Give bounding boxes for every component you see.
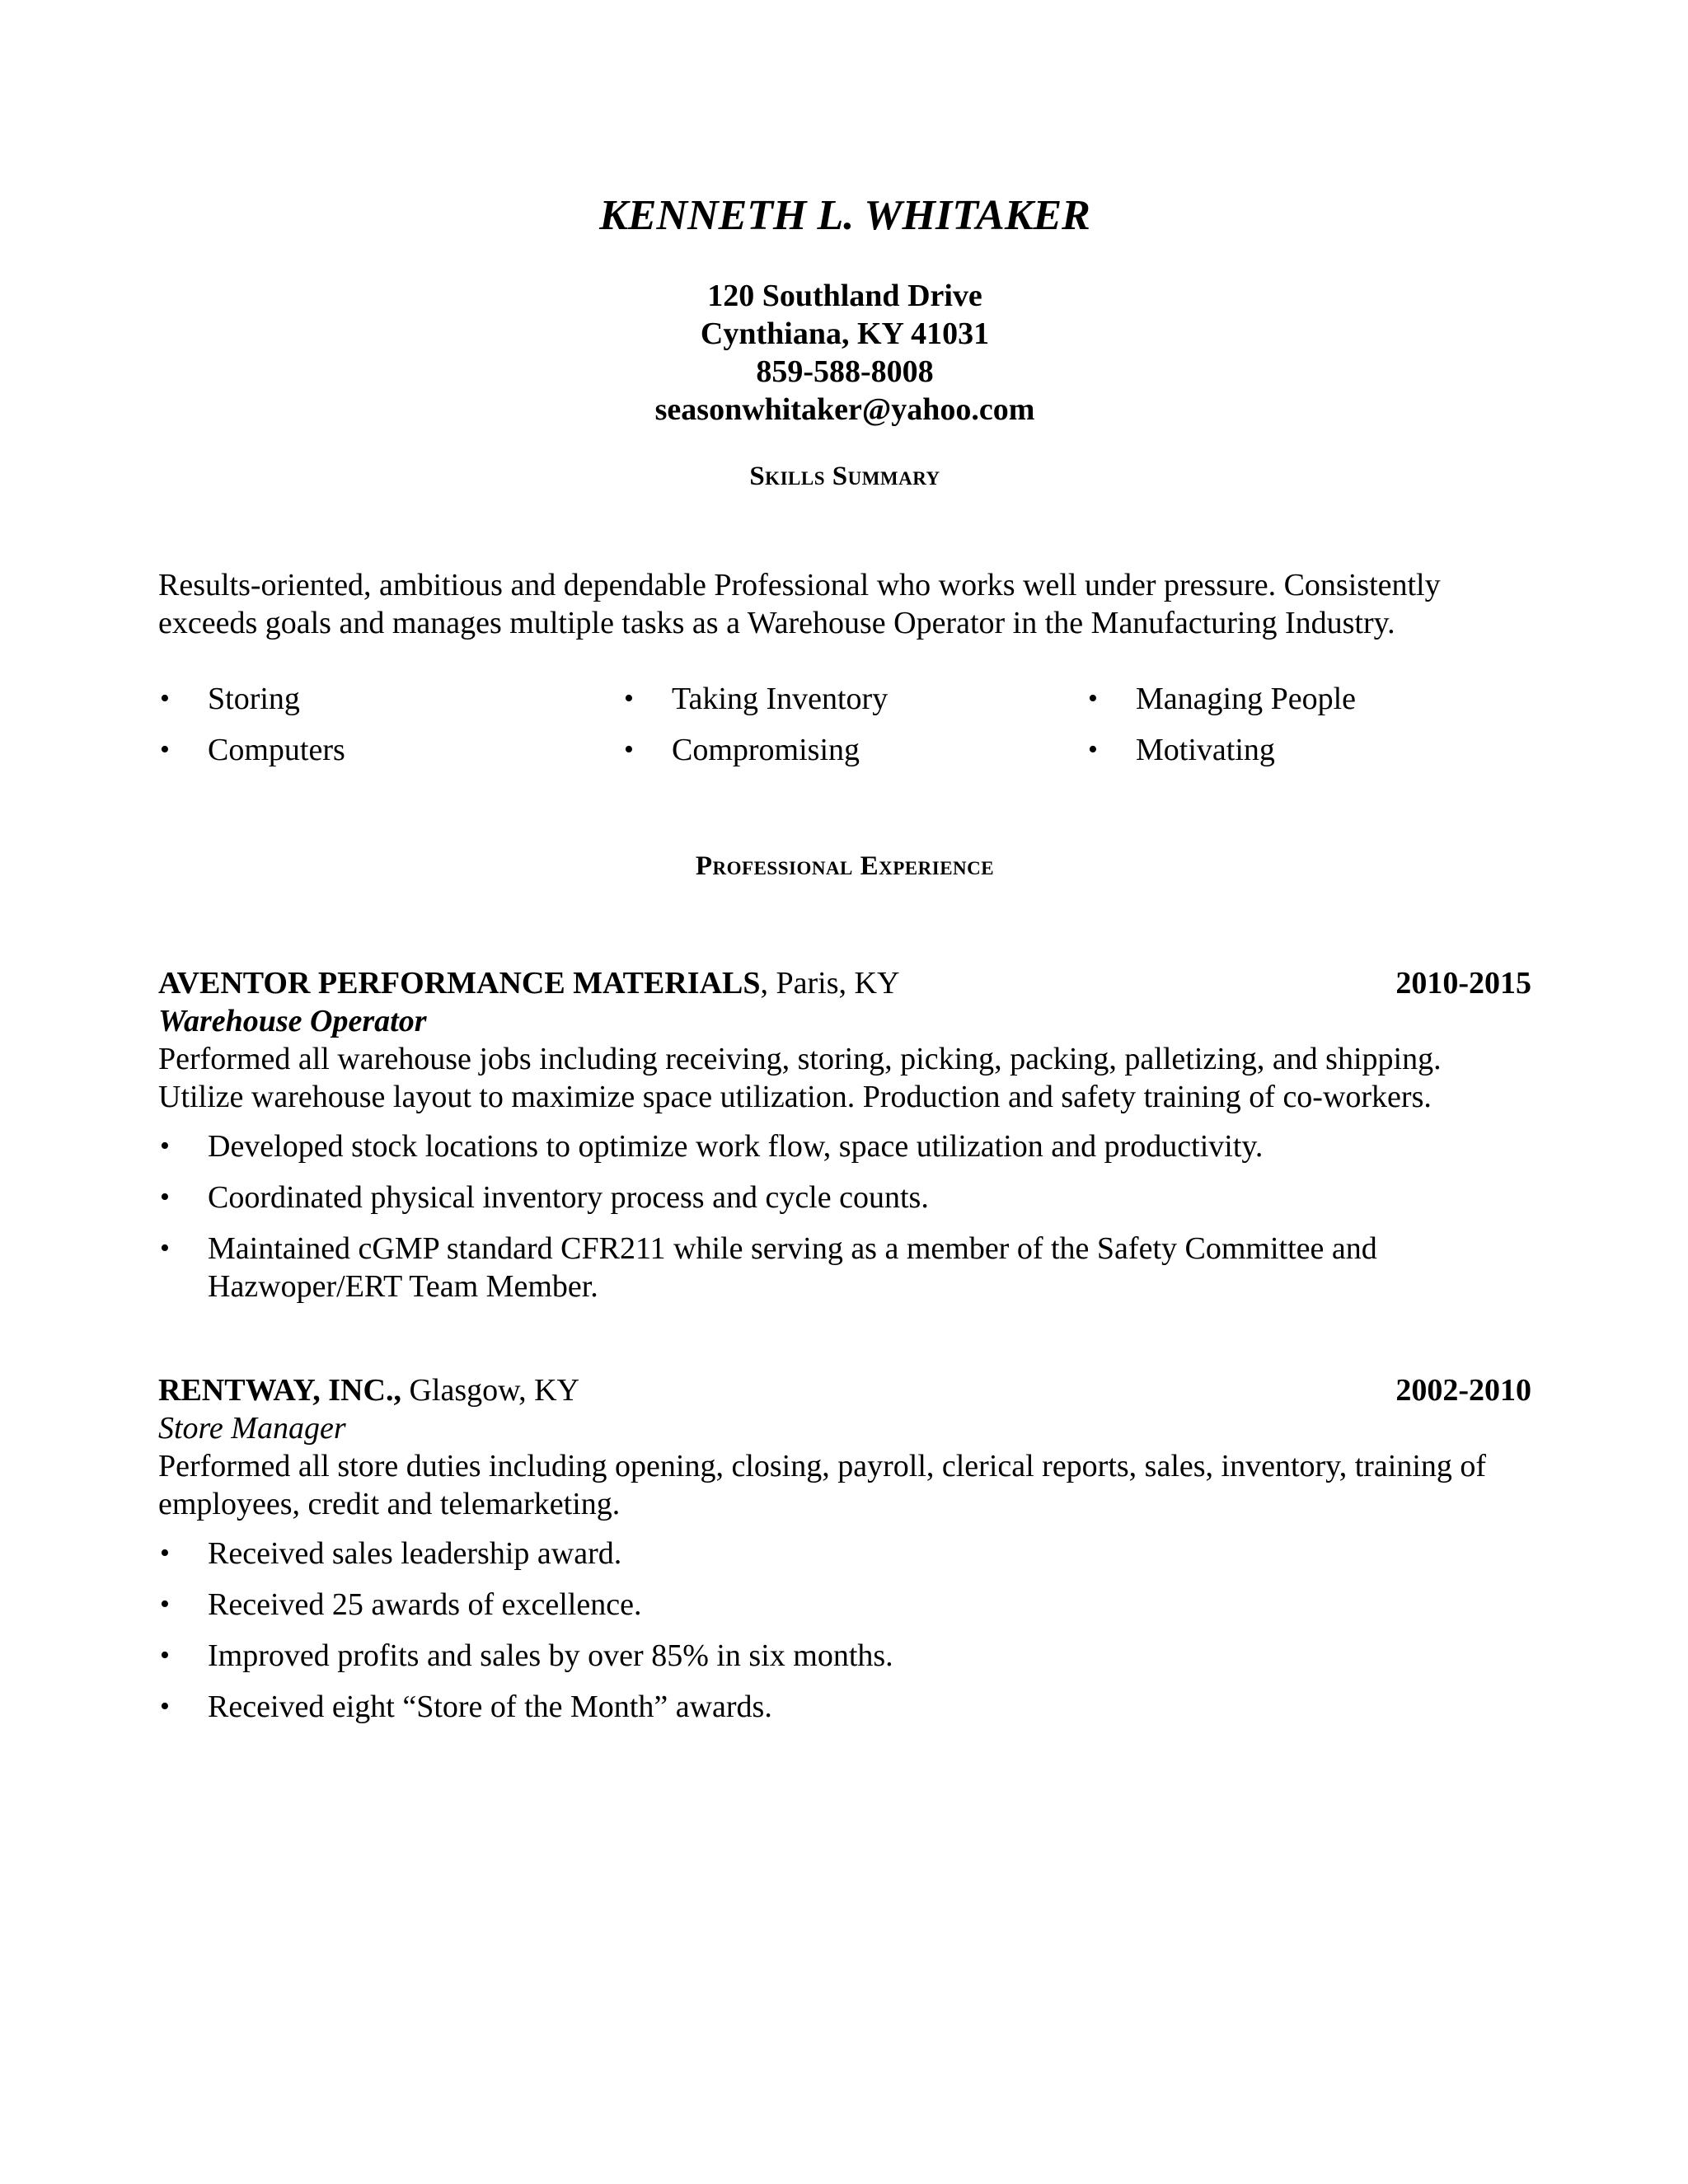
bullet-icon: • (1088, 683, 1098, 714)
achievement-text: Maintained cGMP standard CFR211 while serving as a member of the Safety Committee and Hazwoper/ERT Team Member. (208, 1231, 1377, 1304)
address-line-2: Cynthiana, KY 41031 (700, 316, 990, 351)
skills-list (158, 680, 1531, 769)
email-address: seasonwhitaker@yahoo.com (654, 392, 1035, 427)
job-entry (158, 1371, 1531, 1726)
achievement-item (158, 1179, 1531, 1216)
employment-dates: 2010-2015 (1395, 966, 1531, 1001)
bullet-icon: • (624, 734, 634, 765)
skill-label: Taking Inventory (672, 682, 889, 716)
skill-label: Storing (208, 682, 300, 716)
skill-label: Motivating (1136, 733, 1275, 767)
address-line-1: 120 Southland Drive (707, 279, 982, 313)
achievement-item (158, 1535, 1531, 1572)
employer (158, 1371, 579, 1409)
achievement-text: Received eight “Store of the Month” awards. (208, 1690, 772, 1724)
achievement-item (158, 1637, 1531, 1675)
skill-item (158, 680, 622, 718)
job-header (158, 964, 1531, 1002)
company-location: Glasgow, KY (401, 1373, 579, 1408)
resume-name: KENNETH L. WHITAKER (599, 192, 1090, 239)
skill-item (158, 731, 622, 769)
job-title: Warehouse Operator (158, 1004, 427, 1038)
bullet-icon: • (160, 1131, 170, 1161)
skill-item (622, 680, 1086, 718)
bullet-icon: • (160, 683, 170, 714)
job-entry (158, 964, 1531, 1305)
achievements-list (158, 1127, 1531, 1305)
professional-experience-heading: Professional Experience (695, 851, 995, 881)
skills-summary-text: Results-oriented, ambitious and dependable Professional who works well under pressure. Consistently exceeds goals and manages multiple tasks as a Warehouse Operator in the Manufacturing Industry. (158, 568, 1441, 640)
achievement-text: Received 25 awards of excellence. (208, 1587, 642, 1622)
bullet-icon: • (160, 1691, 170, 1722)
job-header (158, 1371, 1531, 1409)
skill-label: Managing People (1136, 682, 1357, 716)
job-description: Performed all store duties including opening, closing, payroll, clerical reports, sales, inventory, training of employees, credit and telemarketing. (158, 1449, 1487, 1521)
bullet-icon: • (624, 683, 634, 714)
company-name: AVENTOR PERFORMANCE MATERIALS (158, 966, 761, 1001)
skill-label: Computers (208, 733, 345, 767)
bullet-icon: • (160, 1538, 170, 1568)
bullet-icon: • (160, 1589, 170, 1619)
company-name: RENTWAY, INC., (158, 1373, 401, 1408)
achievement-item (158, 1127, 1531, 1165)
achievement-text: Developed stock locations to optimize work flow, space utilization and productivity. (208, 1129, 1264, 1164)
bullet-icon: • (1088, 734, 1098, 765)
employment-dates: 2002-2010 (1395, 1373, 1531, 1408)
achievement-item (158, 1586, 1531, 1624)
skills-summary-heading: Skills Summary (749, 462, 940, 491)
bullet-icon: • (160, 1233, 170, 1263)
achievement-item (158, 1230, 1531, 1305)
skill-item (622, 731, 1086, 769)
achievement-text: Coordinated physical inventory process and cycle counts. (208, 1180, 929, 1215)
phone-number: 859-588-8008 (756, 354, 934, 389)
achievement-item (158, 1688, 1531, 1726)
bullet-icon: • (160, 734, 170, 765)
achievements-list (158, 1535, 1531, 1726)
job-description: Performed all warehouse jobs including receiving, storing, picking, packing, palletizing, and shipping. Utilize warehouse layout to maximize space utilization. Production and safety training of co-workers. (158, 1042, 1442, 1114)
company-location: , Paris, KY (760, 966, 900, 1001)
employer (158, 964, 899, 1002)
skill-item (1086, 731, 1531, 769)
bullet-icon: • (160, 1640, 170, 1671)
bullet-icon: • (160, 1182, 170, 1212)
contact-block (158, 277, 1531, 429)
job-title: Store Manager (158, 1411, 346, 1446)
skill-item (1086, 680, 1531, 718)
skill-label: Compromising (672, 733, 860, 767)
achievement-text: Improved profits and sales by over 85% in six months. (208, 1638, 893, 1673)
achievement-text: Received sales leadership award. (208, 1536, 622, 1571)
